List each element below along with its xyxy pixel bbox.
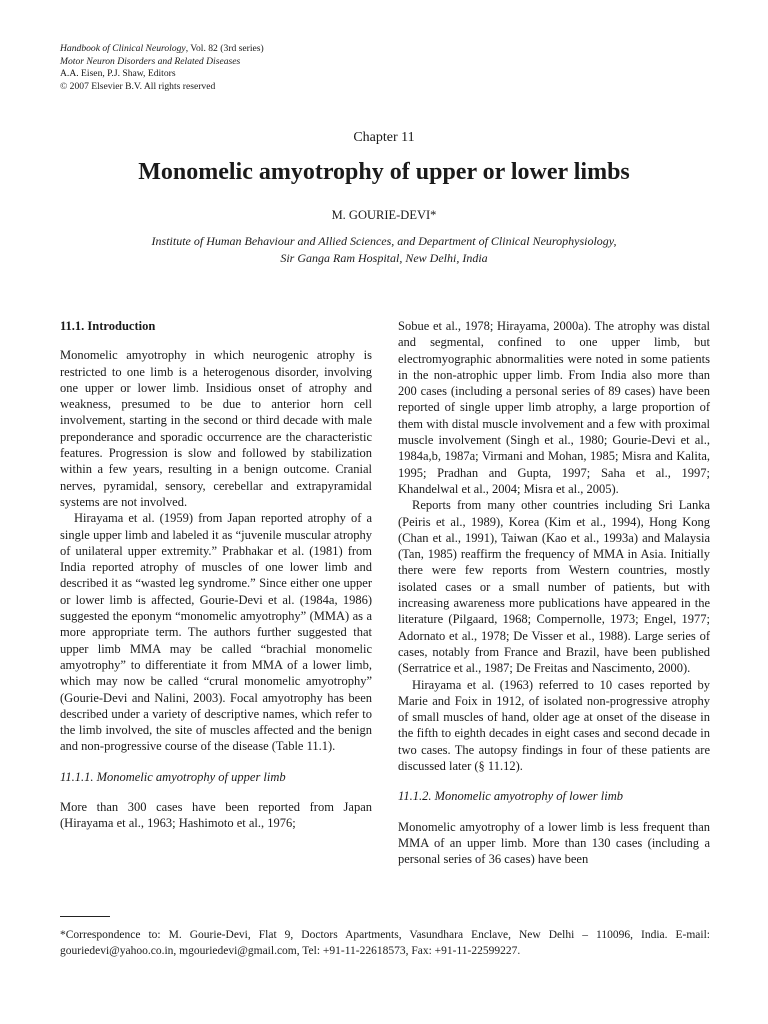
volume-subtitle: Motor Neuron Disorders and Related Diseases: [60, 55, 241, 67]
paragraph: Hirayama et al. (1963) referred to 10 cases reported by Marie and Foix in 1912, of isolated non-progressive atrophy of small muscles of hand, older age at onset of the disease in the fifth to eighth decades in eight cases and second decade in two cases. The autopsy findings in four of these patients are discussed later (§ 11.12).: [398, 677, 710, 774]
affiliation: [60, 233, 708, 266]
article-title: Monomelic amyotrophy of upper or lower limbs: [138, 159, 630, 185]
editors-line: A.A. Eisen, P.J. Shaw, Editors: [60, 68, 176, 79]
paragraph: Monomelic amyotrophy of a lower limb is less frequent than MMA of an upper limb. More than 130 cases (including a personal series of 36 cases) have been: [398, 819, 710, 867]
section-heading-introduction: 11.1. Introduction: [60, 319, 156, 333]
paragraph: Reports from many other countries including Sri Lanka (Peiris et al., 1989), Korea (Kim et al., 1994), Hong Kong (Chan et al., 1991), Taiwan (Kao et al., 1993a) and Malaysia (Tan, 1985) reaffirm the frequency of MMA in Asia. Initially there were few reports from Western countries, mostly isolated cases or a small number of patients, but with increasing awareness more publications have appeared in the literature (Pilgaard, 1968; Compernolle, 1973; Engel, 1977; Adornato et al., 1978; De Visser et al., 1988). Large series of cases, notably from France and Brazil, have been published (Serratrice et al., 1987; De Freitas and Nascimento, 2000).: [398, 498, 710, 676]
paragraph: Sobue et al., 1978; Hirayama, 2000a). The atrophy was distal and segmental, confined to one upper limb, but electromyographic abnormalities were noted in some patients in the non-atrophic upper limb. From India also more than 200 cases (including a personal series of 89 cases) have been reported of single upper limb atrophy, a large proportion of them with distal muscle involvement and a few with proximal muscle involvement (Singh et al., 1980; Gourie-Devi et al., 1984a,b, 1987a; Virmani and Mohan, 1985; Misra and Kalita, 1995; Pradhan and Gupta, 1997; Saha et al., 1997; Khandelwal et al., 2004; Misra et al., 2005).: [398, 319, 710, 496]
copyright-line: © 2007 Elsevier B.V. All rights reserved: [60, 80, 216, 92]
affiliation-line-2: Sir Ganga Ram Hospital, New Delhi, India: [280, 250, 488, 265]
paragraph: Hirayama et al. (1959) from Japan reported atrophy of a single upper limb and labeled it as “juvenile muscular atrophy of unilateral upper extremity.” Prabhakar et al. (1981) from India reported atrophy of muscles of one lower limb and described it as “wasted leg syndrome.” Since either one upper or lower limb is affected, Gourie-Devi et al. (1984a, 1986) suggested the eponym “monomelic amyotrophy” (MMA) as a more appropriate term. The authors further suggested that upper limb MMA may be called “brachial monomelic amyotrophy” to differentiate it from MMA of a lower limb, which may now be called “crural monomelic amyotrophy” (Gourie-Devi and Nalini, 2003). Focal amyotrophy has been described under a variety of descriptive names, which refer to the limb involved, the site of muscles affected and the benign and non-progressive course of the disease (Table 11.1).: [60, 511, 372, 754]
subsection-heading-lower-limb: 11.1.2. Monomelic amyotrophy of lower limb: [398, 789, 623, 804]
subsection-heading-upper-limb: 11.1.1. Monomelic amyotrophy of upper limb: [60, 769, 286, 784]
author-name: M. GOURIE-DEVI*: [331, 208, 437, 222]
handbook-line: Handbook of Clinical Neurology, Vol. 82 (3rd series): [60, 43, 264, 54]
correspondence-footnote: *Correspondence to: M. Gourie-Devi, Flat 9, Doctors Apartments, Vasundhara Enclave, New Delhi – 110096, India. E-mail: gouriedevi@yahoo.co.in, mgouriedevi@gmail.com, Tel: +91-11-22618573, Fax: +91-11-22599227.: [60, 929, 710, 957]
publication-header: [60, 43, 264, 93]
left-column: [60, 318, 372, 832]
affiliation-line-1: Institute of Human Behaviour and Allied Sciences, and Department of Clinical Neurophysiology,: [151, 234, 617, 248]
right-column: [398, 318, 710, 868]
footnote-divider: [60, 916, 110, 917]
paragraph: Monomelic amyotrophy in which neurogenic atrophy is restricted to one limb is a heterogenous disorder, involving one upper or lower limb. Insidious onset of atrophy and weakness, presumed to be due to anterior horn cell involvement, starting in the second or third decade with male preponderance and sporadic occurrence are the characteristic features. Progression is slow and followed by stabilization within a few years, resulting in a benign outcome. Cranial nerves, pyramidal, sensory, cerebellar and extrapyramidal systems are not involved.: [60, 348, 372, 509]
chapter-label: Chapter 11: [353, 130, 415, 145]
paragraph: More than 300 cases have been reported from Japan (Hirayama et al., 1963; Hashimoto et al., 1976;: [60, 800, 372, 831]
